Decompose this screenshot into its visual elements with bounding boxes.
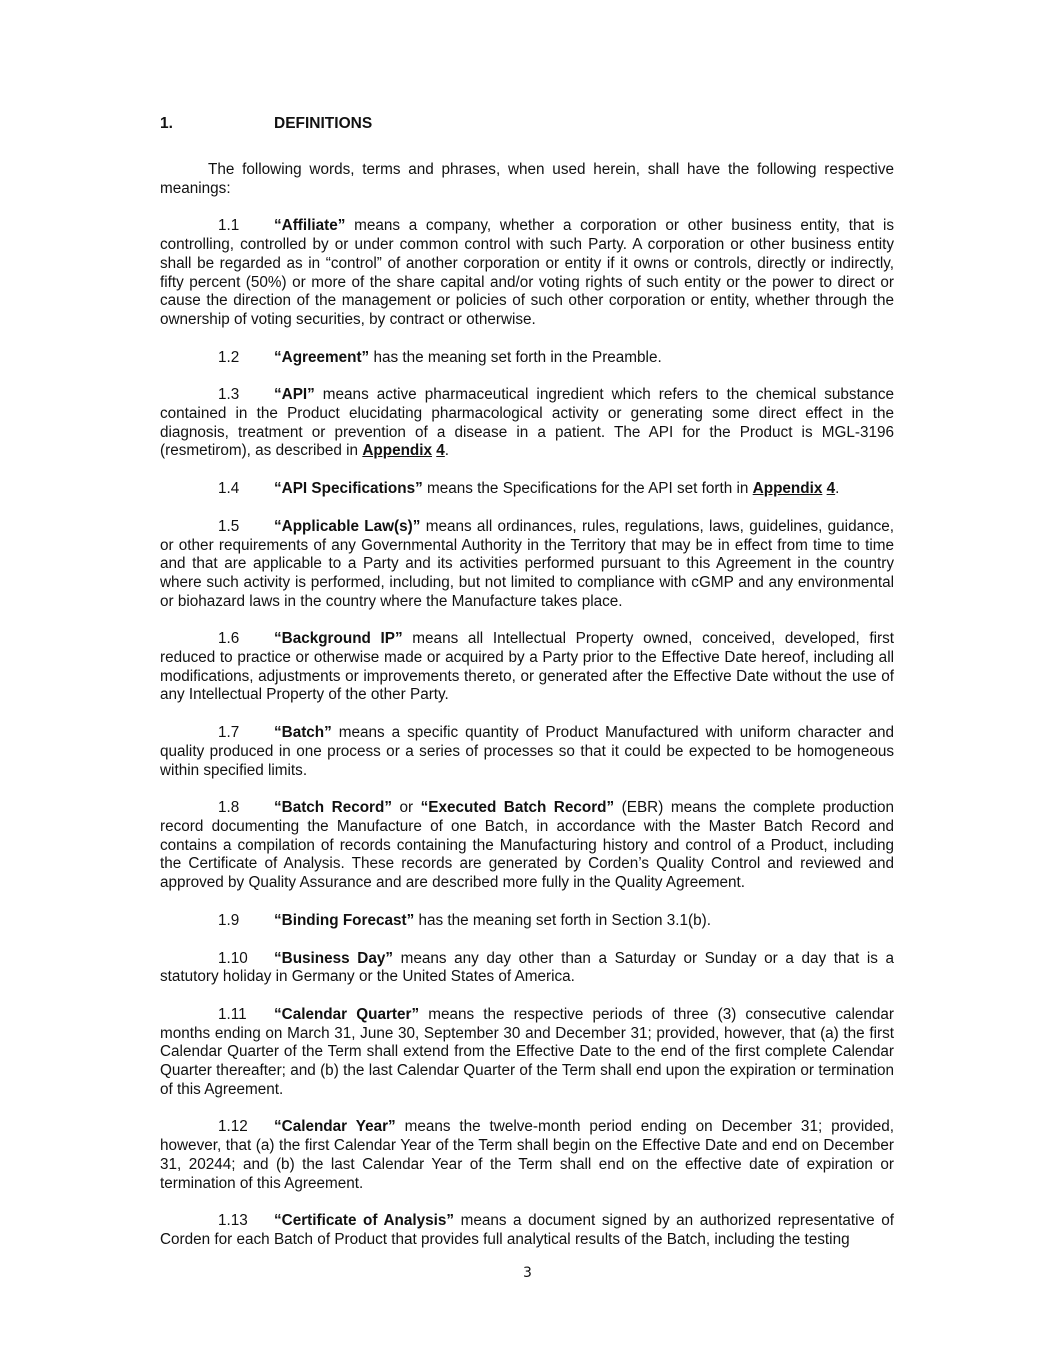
definitions-list [160,217,894,1249]
definition-term-alt: “Executed Batch Record” [420,799,615,817]
definition-number: 1.5 [218,517,240,535]
definition-term: “Batch” [274,724,332,742]
definition-term: “Affiliate” [274,217,346,235]
definition-paragraph [160,386,894,461]
definition-text: means the Specifications for the API set forth in [422,480,753,498]
definition-term: “Batch Record” [274,799,393,817]
definition-text: means the respective periods of three (3) consecutive calendar months ending on March 31, June 30, September 30 and December 31; provided, however, that (a) the first Calendar Quarter of the Term shall extend from the Effective Date to the end of the first complete Calendar Quarter thereafter; and (b) the last Calendar Quarter of the Term shall end upon the expiration or termination of this Agreement. [160,1005,895,1098]
definition-text: has the meaning set forth in the Preamble. [369,348,662,366]
definition-paragraph [160,950,894,987]
definition-text: means all ordinances, rules, regulations, laws, guidelines, guidance, or other requirements of any Governmental Authority in the Territory that may be in effect from time to time and that are applicable to a Party and its activities performed pursuant to this Agreement in the country where such activity is performed, including, but not limited to compliance with cGMP and any environmental or biohazard laws in the country where the Manufacture takes place. [160,517,894,610]
definition-term: “Applicable Law(s)” [274,517,421,535]
definition-term: “Background IP” [274,630,403,648]
appendix-reference: Appendix [362,442,433,460]
definition-number: 1.8 [218,799,240,817]
definition-number: 1.10 [218,949,248,967]
definition-paragraph [160,724,894,780]
definition-paragraph [160,799,894,893]
definition-number: 1.13 [218,1212,248,1230]
definition-term: “API Specifications” [274,480,423,498]
definition-term: “API” [274,386,315,404]
definition-number: 1.1 [218,217,240,235]
definition-number: 1.11 [218,1005,247,1023]
appendix-number: 4 [826,480,836,498]
definition-text: means a specific quantity of Product Manufactured with uniform character and quality produced in one process or a series of processes so that it could be expected to be homogeneous within specified limits. [160,724,894,779]
definition-term: “Calendar Quarter” [274,1005,420,1023]
section-number: 1. [160,115,173,132]
definition-paragraph [160,349,894,368]
definition-text: means the twelve-month period ending on December 31; provided, however, that (a) the first Calendar Year of the Term shall begin on the Effective Date and end on December 31, 20244; and (b) the last Calendar Year of the Term shall end on the effective date of expiration or termination of this Agreement. [160,1118,895,1192]
section-title: DEFINITIONS [274,115,373,132]
appendix-reference: Appendix [752,480,823,498]
definition-number: 1.12 [218,1118,248,1136]
definition-tail: . [444,442,450,460]
definition-text: means any day other than a Saturday or Sunday or a day that is a statutory holiday in Germany or the United States of America. [160,949,894,986]
definition-term: “Binding Forecast” [274,911,415,929]
definition-number: 1.6 [218,630,240,648]
definition-term: “Agreement” [274,348,370,366]
definition-number: 1.2 [218,348,240,366]
definition-paragraph [160,480,894,499]
definition-term: “Calendar Year” [274,1118,396,1136]
definition-term: “Business Day” [274,949,393,967]
definition-paragraph [160,217,894,329]
definition-number: 1.3 [218,386,240,404]
definition-paragraph [160,518,894,612]
appendix-number: 4 [436,442,445,460]
definition-connector: or [392,799,421,817]
definition-text: means a document signed by an authorized representative of Corden for each Batch of Product that provides full analytical results of the Batch, including the testing [160,1212,894,1248]
definition-text: has the meaning set forth in Section 3.1(b). [414,911,711,929]
definition-term: “Certificate of Analysis” [274,1212,455,1230]
definition-paragraph [160,912,894,931]
definition-number: 1.7 [218,724,240,742]
definition-paragraph [160,1118,894,1193]
definition-number: 1.9 [218,911,240,929]
definition-tail: . [835,480,840,498]
definition-text: means all Intellectual Property owned, conceived, developed, first reduced to practice or otherwise made or acquired by a Party prior to the Effective Date hereof, including all modifications, adjustments or improvements thereto, or generated after the Effective Date without the use of any Intellectual Property of the other Party. [160,630,894,704]
page-number: 3 [523,1265,532,1281]
definition-paragraph [160,630,894,705]
definition-paragraph [160,1006,894,1100]
section-heading [160,115,372,133]
definition-text: (EBR) means the complete production record documenting the Manufacture of one Batch, in accordance with the Master Batch Record and contains a compilation of records containing the Manufacturing history and control of a Product, including the Certificate of Analysis. These records are generated by Corden’s Quality Control and reviewed and approved by Quality Assurance and are described more fully in the Quality Agreement. [160,799,895,892]
intro-paragraph: The following words, terms and phrases, when used herein, shall have the following respective meanings: [160,161,894,197]
definition-text: means active pharmaceutical ingredient which refers to the chemical substance contained in the Product elucidating pharmacological activity or generating some direct effect in the diagnosis, treatment or prevention of a disease in a patient. The API for the Product is MGL-3196 (resmetirom), as described in [160,386,894,460]
definition-text: means a company, whether a corporation or other business entity, that is controlling, controlled by or under common control with such Party. A corporation or other business entity shall be regarded as in “control” of another corporation or entity if it owns or controls, directly or indirectly, fifty percent (50%) or more of the share capital and/or voting rights of such entity or the power to direct or cause the direction of the management or policies of such other corporation or entity, whether through the ownership of voting securities, by contract or otherwise. [160,217,894,328]
definition-paragraph [160,1212,894,1249]
definition-number: 1.4 [218,480,240,498]
document-body [160,161,894,1269]
